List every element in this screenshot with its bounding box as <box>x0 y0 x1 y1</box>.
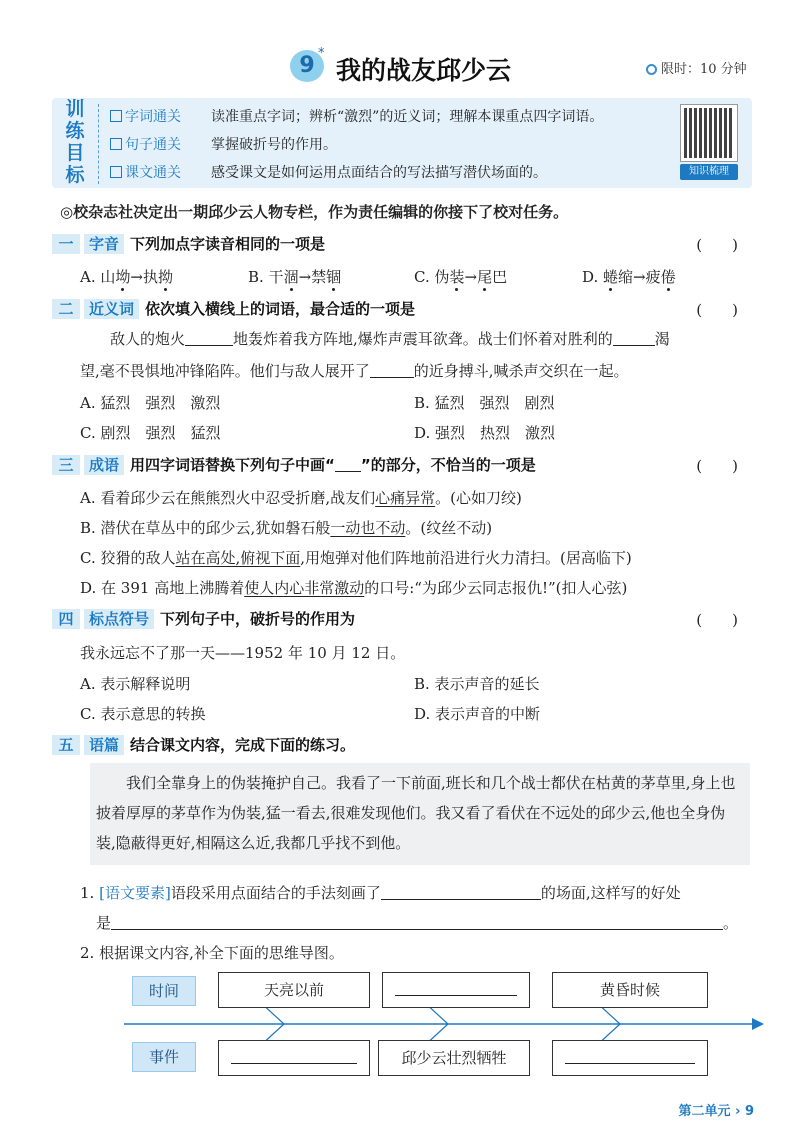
mindmap-time-3: 黄昏时候 <box>552 972 708 1008</box>
fill-blank[interactable] <box>185 331 233 346</box>
clock-icon <box>646 64 657 75</box>
page-title: 我的战友邱少云 <box>336 56 512 85</box>
checkbox-icon[interactable] <box>110 110 122 122</box>
lesson-star-mark: * <box>318 46 325 61</box>
option-d[interactable]: D. 蜷缩→疲倦 <box>582 268 676 286</box>
section-question: 下列加点字读音相同的一项是 <box>130 235 326 253</box>
page-footer <box>679 1100 754 1119</box>
fill-blank[interactable] <box>381 885 541 900</box>
question-2: 2. 根据课文内容,补全下面的思维导图。 <box>80 944 344 962</box>
section-number: 五 <box>52 735 80 755</box>
page-number: 9 <box>744 1104 754 1119</box>
section-tag: 字音 <box>84 234 124 254</box>
mindmap-event-3[interactable] <box>552 1040 708 1076</box>
goal-row-sentence <box>110 134 337 154</box>
section-question: 下列句子中，破折号的作用为 <box>160 610 356 628</box>
checkbox-icon[interactable] <box>110 138 122 150</box>
answer-paren[interactable]: ( ) <box>696 611 738 629</box>
task-intro: ◎校杂志社决定出一期邱少云人物专栏，作为责任编辑的你接下了校对任务。 <box>60 203 569 221</box>
passage-line-1: 敌人的炮火 地轰炸着我方阵地,爆炸声震耳欲聋。战士们怀着对胜利的 渴 <box>110 330 670 348</box>
option-d[interactable]: D. 强烈 热烈 激烈 <box>414 424 556 442</box>
section-number: 三 <box>52 455 80 475</box>
qr-code-icon[interactable] <box>680 104 738 162</box>
mindmap-event-2: 邱少云壮烈牺牲 <box>378 1040 530 1076</box>
section-number: 四 <box>52 609 80 629</box>
goals-divider <box>98 104 99 184</box>
goal-text: 掌握破折号的作用。 <box>211 137 337 153</box>
option-c[interactable]: C. 狡猾的敌人站在高处,俯视下面,用炮弹对他们阵地前沿进行火力清扫。(居高临下) <box>80 549 632 567</box>
goal-tag: 句子通关 <box>125 137 181 153</box>
time-limit <box>646 58 747 77</box>
qr-label: 知识梳理 <box>680 164 738 180</box>
fill-blank[interactable] <box>111 915 723 930</box>
section-tag: 语篇 <box>84 735 124 755</box>
section-tag: 标点符号 <box>84 609 154 629</box>
underline-sample <box>335 457 361 472</box>
goals-label-char: 训 <box>65 98 85 120</box>
option-b[interactable]: B. 干涸→禁锢 <box>248 268 342 286</box>
option-c[interactable]: C. 剧烈 强烈 猛烈 <box>80 424 221 442</box>
goal-row-text <box>110 162 547 182</box>
section-tag: 近义词 <box>84 299 139 319</box>
option-d[interactable]: D. 表示声音的中断 <box>414 705 541 723</box>
chevron-right-icon: › <box>735 1104 741 1119</box>
fill-blank[interactable] <box>565 1063 695 1064</box>
option-c[interactable]: C. 伪装→尾巴 <box>414 268 508 286</box>
section-tag: 成语 <box>84 455 124 475</box>
fill-blank[interactable] <box>613 331 655 346</box>
answer-paren[interactable]: ( ) <box>696 301 738 319</box>
question-1-cont: 是 。 <box>96 914 739 932</box>
goal-row-words <box>110 106 603 126</box>
passage-line-2: 望,毫不畏惧地冲锋陷阵。他们与敌人展开了 的近身搏斗,喊杀声交织在一起。 <box>80 362 629 380</box>
fill-blank[interactable] <box>395 995 517 996</box>
training-goals-label <box>60 98 90 186</box>
section-4-heading <box>52 608 355 630</box>
mindmap-time-1: 天亮以前 <box>218 972 370 1008</box>
section-question: 依次填入横线上的词语，最合适的一项是 <box>145 300 416 318</box>
option-a[interactable]: A. 猛烈 强烈 激烈 <box>80 394 221 412</box>
timeline-arrow-icon <box>752 1018 764 1030</box>
question-tag: [语文要素] <box>99 884 171 902</box>
section-number: 二 <box>52 299 80 319</box>
option-a[interactable]: A. 山坳→执拗 <box>80 268 173 286</box>
dash-sentence: 我永远忘不了那一天——1952 年 10 月 12 日。 <box>80 644 406 662</box>
option-b[interactable]: B. 猛烈 强烈 剧烈 <box>414 394 555 412</box>
time-limit-text: 限时：10 分钟 <box>661 62 747 77</box>
goals-label-char: 目 <box>65 142 85 164</box>
goal-tag: 课文通关 <box>125 165 181 181</box>
option-b[interactable]: B. 表示声音的延长 <box>414 675 540 693</box>
goal-tag: 字词通关 <box>125 109 181 125</box>
question-1: 1. [语文要素]语段采用点面结合的手法刻画了 的场面,这样写的好处 <box>80 884 681 902</box>
lesson-number-badge: 9 <box>290 50 324 82</box>
section-5-heading <box>52 734 355 756</box>
option-a[interactable]: A. 表示解释说明 <box>80 675 191 693</box>
section-question: 用四字词语替换下列句子中画“ <box>130 456 335 474</box>
mindmap-time-label: 时间 <box>132 976 196 1006</box>
section-question: 结合课文内容，完成下面的练习。 <box>130 736 356 754</box>
fill-blank[interactable] <box>370 363 414 378</box>
option-b[interactable]: B. 潜伏在草丛中的邱少云,犹如磐石般一动也不动。(纹丝不动) <box>80 519 493 537</box>
checkbox-icon[interactable] <box>110 166 122 178</box>
section-2-heading <box>52 298 415 320</box>
goal-text: 感受课文是如何运用点面结合的写法描写潜伏场面的。 <box>211 165 547 181</box>
mindmap-time-2[interactable] <box>382 972 530 1008</box>
option-d[interactable]: D. 在 391 高地上沸腾着使人内心非常激动的口号:“为邱少云同志报仇!”(扣人心弦) <box>80 579 628 597</box>
section-question: ”的部分，不恰当的一项是 <box>360 456 536 474</box>
answer-paren[interactable]: ( ) <box>696 457 738 475</box>
goals-label-char: 练 <box>65 120 85 142</box>
section-1-heading <box>52 233 325 255</box>
unit-label: 第二单元 <box>678 1104 731 1119</box>
goals-label-char: 标 <box>65 164 85 186</box>
goal-text: 读准重点字词；辨析“激烈”的近义词；理解本课重点四字词语。 <box>211 109 604 125</box>
passage-text: 我们全靠身上的伪装掩护自己。我看了一下前面,班长和几个战士都伏在枯黄的茅草里,身上也披着厚厚的茅草作为伪装,猛一看去,很难发现他们。我又看了看伏在不远处的邱少云,他也全身伪装,隐蔽得更好,相隔这么近,我都几乎找不到他。 <box>96 774 736 852</box>
mindmap-event-1[interactable] <box>218 1040 370 1076</box>
option-a[interactable]: A. 看着邱少云在熊熊烈火中忍受折磨,战友们心痛异常。(心如刀绞) <box>80 489 522 507</box>
fill-blank[interactable] <box>231 1063 357 1064</box>
section-3-heading <box>52 454 536 476</box>
option-c[interactable]: C. 表示意思的转换 <box>80 705 206 723</box>
mindmap-event-label: 事件 <box>132 1042 196 1072</box>
section-number: 一 <box>52 234 80 254</box>
answer-paren[interactable]: ( ) <box>696 236 738 254</box>
